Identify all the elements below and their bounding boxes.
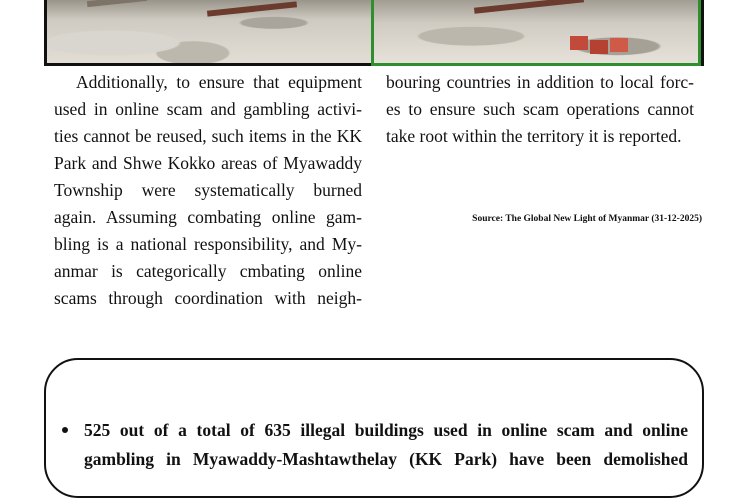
bullet-icon: [62, 427, 68, 433]
bullet-line: 525 out of a total of 635 illegal buildings used in online scam and online: [84, 420, 688, 440]
paragraph-line: take root within the territory it is reported.: [386, 126, 682, 146]
photo-strip: [44, 0, 704, 66]
paragraph-line: scams through coordination with neigh-: [54, 288, 362, 308]
paragraph-line: Park and Shwe Kokko areas of Myawaddy: [54, 153, 362, 173]
article-right-column: [386, 69, 694, 150]
bullet-item: [62, 416, 688, 474]
paragraph-line: bling is a national responsibility, and My-: [54, 234, 362, 254]
paragraph-line: again. Assuming combating online gam-: [54, 207, 362, 227]
paragraph-line: used in online scam and gambling activi-: [54, 99, 362, 119]
paragraph-line: ties cannot be reused, such items in the KK: [54, 126, 362, 146]
article-left-column: [54, 69, 362, 312]
bullet-line: gambling in Myawaddy-Mashtawthelay (KK Park) have been demolished: [84, 449, 688, 469]
paragraph-line: anmar is categorically cmbating online: [54, 261, 362, 281]
bullet-text: [84, 416, 688, 474]
source-credit: Source: The Global New Light of Myanmar (31-12-2025): [472, 214, 702, 224]
paragraph-line: Township were systematically burned: [54, 180, 362, 200]
rubble-photo-right: [371, 0, 701, 66]
rubble-photo-left: [47, 0, 371, 63]
paragraph-line: es to ensure such scam operations cannot: [386, 99, 694, 119]
paragraph-line: bouring countries in addition to local forc-: [386, 72, 694, 92]
paragraph-line: Additionally, to ensure that equipment: [76, 72, 362, 92]
